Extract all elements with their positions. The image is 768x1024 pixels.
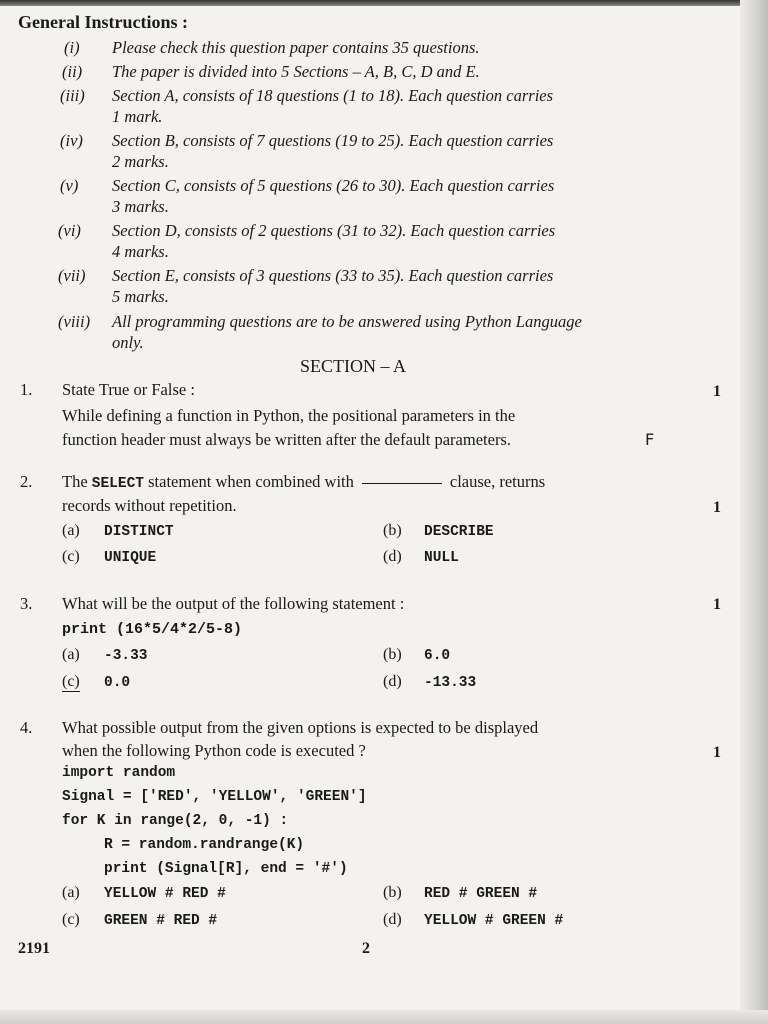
instruction-number: (i) bbox=[64, 38, 80, 57]
paper-code: 2191 bbox=[18, 940, 50, 957]
option-value: DISTINCT bbox=[104, 524, 174, 540]
question-text: function header must always be written after the default parameters. bbox=[62, 430, 511, 449]
question-number: 1. bbox=[20, 380, 33, 399]
sql-keyword: SELECT bbox=[91, 476, 144, 492]
code-line: print (Signal[R], end = '#') bbox=[104, 861, 348, 877]
option-value: -3.33 bbox=[104, 648, 148, 664]
question-text-line bbox=[62, 472, 545, 492]
question-text: State True or False : bbox=[62, 380, 195, 399]
instruction-text: Section B, consists of 7 questions (19 to 25). Each question carries bbox=[112, 131, 554, 150]
question-text: While defining a function in Python, the positional parameters in the bbox=[62, 406, 516, 425]
instruction-text-cont: only. bbox=[112, 333, 144, 352]
instruction-number: (vi) bbox=[58, 221, 81, 240]
option-label: (c) bbox=[62, 548, 80, 565]
instruction-number: (vii) bbox=[58, 266, 86, 285]
instruction-text: Section A, consists of 18 questions (1 to 18). Each question carries bbox=[112, 86, 554, 105]
option-value: 0.0 bbox=[104, 675, 131, 691]
option-label: (b) bbox=[383, 522, 402, 539]
option-value: NULL bbox=[424, 550, 459, 566]
section-title: SECTION – A bbox=[300, 356, 407, 376]
code-line: import random bbox=[62, 765, 176, 781]
instruction-number: (v) bbox=[60, 176, 79, 195]
instruction-number: (iii) bbox=[60, 86, 85, 105]
handwritten-answer: F bbox=[645, 430, 655, 449]
question-number: 4. bbox=[20, 718, 33, 737]
page-top-edge bbox=[0, 0, 768, 6]
option-value: -13.33 bbox=[424, 675, 477, 691]
instruction-number: (viii) bbox=[58, 312, 91, 331]
option-label: (c) bbox=[62, 911, 80, 928]
question-marks: 1 bbox=[713, 744, 721, 761]
option-value: DESCRIBE bbox=[424, 524, 494, 540]
option-label: (d) bbox=[383, 673, 402, 690]
general-instructions-heading: General Instructions : bbox=[18, 12, 188, 32]
instruction-text-cont: 2 marks. bbox=[112, 152, 169, 171]
question-text-start: The bbox=[62, 472, 88, 491]
option-value: UNIQUE bbox=[104, 550, 157, 566]
instruction-text-cont: 5 marks. bbox=[112, 287, 169, 306]
instruction-text-cont: 4 marks. bbox=[112, 242, 169, 261]
instruction-text: Section D, consists of 2 questions (31 to 32). Each question carries bbox=[112, 221, 556, 240]
question-number: 3. bbox=[20, 594, 33, 613]
page-bottom-edge bbox=[0, 1010, 768, 1024]
option-label: (b) bbox=[383, 646, 402, 663]
option-label: (a) bbox=[62, 522, 80, 539]
option-value: RED # GREEN # bbox=[424, 886, 538, 902]
page-right-edge bbox=[740, 0, 768, 1024]
fill-in-blank bbox=[362, 483, 442, 484]
question-text: when the following Python code is executed ? bbox=[62, 741, 366, 760]
question-text: records without repetition. bbox=[62, 496, 237, 515]
option-label-marked: (c) bbox=[62, 673, 80, 690]
instruction-text: Section E, consists of 3 questions (33 to 35). Each question carries bbox=[112, 266, 554, 285]
option-label: (a) bbox=[62, 884, 80, 901]
instruction-text-cont: 3 marks. bbox=[112, 197, 169, 216]
instruction-text: The paper is divided into 5 Sections – A, B, C, D and E. bbox=[112, 62, 480, 81]
code-line: print (16*5/4*2/5-8) bbox=[62, 621, 243, 638]
instruction-text: All programming questions are to be answered using Python Language bbox=[112, 312, 582, 331]
instruction-number: (iv) bbox=[60, 131, 83, 150]
question-number: 2. bbox=[20, 472, 33, 491]
instruction-text: Section C, consists of 5 questions (26 to 30). Each question carries bbox=[112, 176, 555, 195]
question-text-end: clause, returns bbox=[449, 472, 546, 491]
code-line: for K in range(2, 0, -1) : bbox=[62, 813, 289, 829]
option-label: (b) bbox=[383, 884, 402, 901]
question-marks: 1 bbox=[713, 596, 721, 613]
question-text: What will be the output of the following statement : bbox=[62, 594, 405, 613]
code-line: R = random.randrange(K) bbox=[104, 837, 305, 853]
instruction-text-cont: 1 mark. bbox=[112, 107, 163, 126]
option-value: YELLOW # GREEN # bbox=[424, 913, 564, 929]
question-text-middle: statement when combined with bbox=[148, 472, 354, 491]
question-text: What possible output from the given options is expected to be displayed bbox=[62, 718, 539, 737]
option-label: (d) bbox=[383, 911, 402, 928]
code-line: Signal = ['RED', 'YELLOW', 'GREEN'] bbox=[62, 789, 367, 805]
option-value: GREEN # RED # bbox=[104, 913, 218, 929]
question-marks: 1 bbox=[713, 499, 721, 516]
question-marks: 1 bbox=[713, 383, 721, 400]
option-value: YELLOW # RED # bbox=[104, 886, 226, 902]
option-value: 6.0 bbox=[424, 648, 451, 664]
page-number: 2 bbox=[362, 940, 370, 957]
option-label: (a) bbox=[62, 646, 80, 663]
instruction-number: (ii) bbox=[62, 62, 83, 81]
instruction-text: Please check this question paper contains 35 questions. bbox=[112, 38, 480, 57]
option-label: (d) bbox=[383, 548, 402, 565]
